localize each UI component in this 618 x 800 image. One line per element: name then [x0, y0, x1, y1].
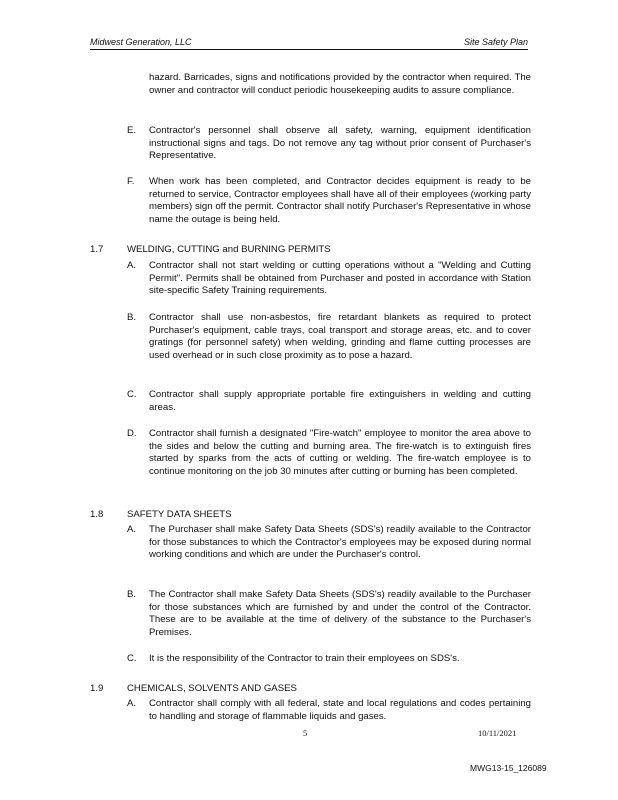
section-title-1-9: CHEMICALS, SOLVENTS AND GASES — [127, 683, 297, 694]
s17-letter-c: C. — [127, 389, 137, 400]
header-title: Site Safety Plan — [463, 37, 528, 47]
item-letter-e: E. — [127, 125, 137, 136]
s17-text-a: Contractor shall not start welding or cutting operations without a "Welding and Cutting Permit". Permits shall be obtained from Purchaser and posted in accordance with Station site-specific Safety Training requirements. — [149, 260, 531, 297]
page-number: 5 — [303, 728, 308, 738]
section-title-1-7: WELDING, CUTTING and BURNING PERMITS — [127, 244, 331, 255]
s17-text-b: Contractor shall use non-asbestos, fire retardant blankets as required to protect Purchaser's equipment, cable trays, coal transport and storage areas, etc. and to cover gratings (for personnel safety) when welding, grinding and flame cutting processes are used overhead or in such close proximity as to pose a hazard. — [149, 312, 531, 361]
s18-text-b: The Contractor shall make Safety Data Sheets (SDS's) readily available to the Purchaser for those substances which are furnished by and under the control of the Contractor. These are to be available at the time of delivery of the substance to the Purchaser's Premises. — [149, 589, 531, 638]
s19-text-a: Contractor shall comply with all federal, state and local regulations and codes pertaining to handling and storage of flammable liquids and gases. — [149, 698, 531, 722]
s17-text-c: Contractor shall supply appropriate portable fire extinguishers in welding and cutting areas. — [149, 389, 531, 413]
section-number-1-7: 1.7 — [90, 244, 104, 255]
s17-letter-d: D. — [127, 428, 137, 439]
document-id: MWG13-15_126089 — [470, 763, 547, 773]
s18-text-c: It is the responsibility of the Contractor to train their employees on SDS's. — [149, 653, 460, 664]
item-letter-f: F. — [127, 176, 135, 187]
footer-date: 10/11/2021 — [478, 728, 517, 738]
item-text-e: Contractor's personnel shall observe all safety, warning, equipment identification instructional signs and tags. Do not remove any tag without prior consent of Purchaser's Representative. — [149, 125, 531, 162]
section-number-1-8: 1.8 — [90, 509, 104, 520]
item-text-f: When work has been completed, and Contractor decides equipment is ready to be returned to service, Contractor employees shall have all of their employees (working party members) sign off the permit. Contractor shall notify Purchaser's Representative in whose name the outage is being held. — [149, 176, 531, 225]
section-title-1-8: SAFETY DATA SHEETS — [127, 509, 232, 520]
section-number-1-9: 1.9 — [90, 683, 104, 694]
s17-letter-b: B. — [127, 312, 137, 323]
s18-letter-a: A. — [127, 524, 137, 535]
header-company: Midwest Generation, LLC — [90, 37, 192, 47]
s18-letter-c: C. — [127, 653, 137, 664]
s17-text-d: Contractor shall furnish a designated "Fire-watch" employee to monitor the area above to the sides and below the cutting and burning area. The fire-watch is to extinguish fires started by sparks from the acts of cutting or welding. The fire-watch employee is to continue monitoring on the job 30 minutes after cutting or burning has been completed. — [149, 428, 531, 477]
continuation-paragraph: hazard. Barricades, signs and notifications provided by the contractor when required. The owner and contractor will conduct periodic housekeeping audits to assure compliance. — [149, 72, 531, 96]
s19-letter-a: A. — [127, 698, 137, 709]
s17-letter-a: A. — [127, 260, 137, 271]
s18-letter-b: B. — [127, 589, 137, 600]
s18-text-a: The Purchaser shall make Safety Data Sheets (SDS's) readily available to the Contractor for those substances to which the Contractor's employees may be exposed during normal working conditions and which are under the Purchaser's control. — [149, 524, 531, 561]
